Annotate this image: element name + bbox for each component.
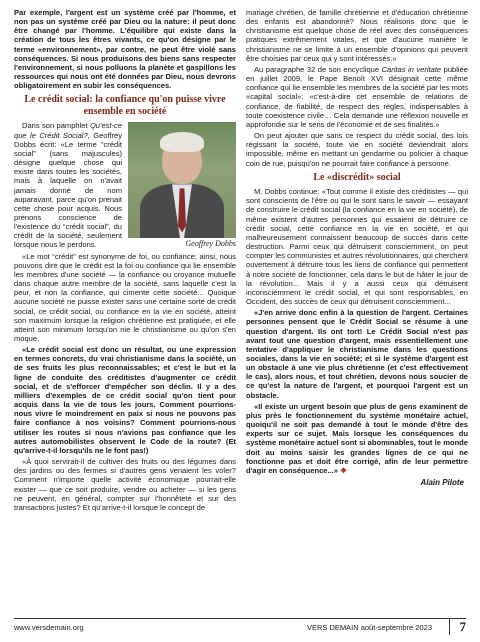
encyclical-paragraph: Au paragraphe 32 de son encyclique Caritas in veritate publiée en juillet 2009, le Pape Benoît XVI désignait cette même confiance qui lie ensemble les membres de la société par les mots «capital social»: «c'est-à-dire cet ensemble de relations de confiance, de fiabilité, de respect des règles, indispensables à toute coexistence civile… Cela demande une réflexion nouvelle et approfondie sur le sens de l'économie et de ses finalités.»	[246, 64, 468, 129]
author-signature: Alain Pilote	[420, 478, 464, 487]
dobbs-pamphlet-paragraph: Dans son pamphlet Qu'est-ce que le Crédit Social?, Geoffrey Dobbs écrit: «Le terme “crédit social” (sans majuscules) désigne quelque chose qui existe dans toutes les sociétés, mais à laquelle on n'avait jamais donné de nom auparavant, parce qu'on prenait cette chose pour acquis. Nous prenons conscience de l'existence du “crédit social”, du crédit de la société, seulement lorsque nous le perdons.	[14, 121, 123, 250]
page-footer	[14, 618, 466, 637]
christian-marriage-paragraph: mariage chrétien, de famille chrétienne et d'éducation chrétienne des enfants est abandonné? Nous réalisons donc que le christianisme est quelque chose de réel avec des conséquences pratiques extrêmement vitales, et que d'aucune manière le christianisme ne se limite à un ensemble d'opinions qui peuvent être choisies par ceux qui y sont intéressés.»	[246, 8, 468, 63]
section-heading-discredit: Le «discrédit» social	[313, 171, 401, 183]
photo-caption: Geoffrey Dobbs	[185, 239, 236, 249]
geoffrey-dobbs-photo	[128, 122, 236, 238]
left-column	[14, 8, 236, 514]
section-heading-credit-social: Le crédit social: la confiance qu'on puisse vivre ensemble en société	[24, 94, 226, 117]
intro-paragraph: Par exemple, l'argent est un système créé par l'homme, et non pas un système créé par Dieu ou la nature: il peut donc être changé par l'homme. L'équilibre qui existe dans la création de tous les êtres vivants, ce qu'on désigne par le terme «environnement», par contre, ne peut être violé sans conséquences. Si nous produisons des biens sans respecter l'environnement, si nous polluons la planète et gaspillons les ressources qui nous ont été données par Dieu, nous devrons obligatoirement en subir les conséquences.	[14, 8, 236, 91]
money-question-paragraph: «J'en arrive donc enfin à la question de l'argent. Certaines personnes pensent que le Crédit Social se résume à une question d'argent. Ils ont tort! Le Crédit Social n'est pas avant tout une question d'argent, mais essentiellement une tentative d'appliquer le christianisme dans les questions sociales, dans la vie en société; et si le système d'argent est un obstacle à une vie plus chrétienne (et c'est effectivement le cas), alors nous, et tout chrétien, devons nous soucier de ce qu'est la nature de l'argent, et pourquoi l'argent est un obstacle.	[246, 308, 468, 400]
dobbs-continues-paragraph: M. Dobbs continue: «Tout comme il existe des créditistes — qui sont conscients de l'être ou qui le sont sans le savoir — essayant de construire le crédit social (la confiance en la vie en société), de même existent d'autres personnes qui essaient de détruire ce crédit social, cette confiance en la vie en société, et qui malheureusement connaissent beaucoup de succès dans cette destruction. Parmi ceux qui détruisent consciemment, on peut compter les communistes et autres révolutionnaires, qui cherchent ouvertement à détruire tous les liens de confiance qui permettent à notre société de fonctionner, cela dans le but de hâter le jour de la révolution... Mais il y a aussi ceux qui détruisent inconsciemment le crédit social, et qui sont responsables, en Occident, des succès de ceux qui détruisent consciemment...	[246, 187, 468, 307]
photo-figure	[128, 122, 236, 248]
respect-paragraph: On peut ajouter que sans ce respect du crédit social, des lois régissant la société, toute vie en société deviendrait alors impossible, même en mettant un gendarme ou policier à chaque coin de rue, puisqu'on ne pourrait faire confiance à personne.	[246, 131, 468, 168]
end-mark-icon: ❖	[340, 465, 347, 475]
page-number: 7	[449, 619, 467, 635]
credit-meaning-paragraph: «Le mot “crédit” est synonyme de foi, ou confiance; ainsi, nous pouvons dire que le crédit est la foi ou confiance qui lie ensemble les membres d'une société — la confiance ou croyance mutuelle dans chaque autre membre de la société, sans laquelle c'est la peur, et non la confiance, qui cimente cette société... Quoique aucune société ne puisse exister sans une certaine sorte de crédit social, ce crédit social, ou confiance en la vie en société, atteint son maximum lorsque la religion chrétienne est pratiquée, et elle atteint son minimum lorsqu'on nie le christianisme ou qu'on s'en moque.	[14, 251, 236, 343]
footer-website: www.versdemain.org	[14, 623, 84, 632]
urgent-need-paragraph: «Il existe un urgent besoin que plus de gens examinent de plus près le fonctionnement du système monétaire actuel, quoiqu'il ne soit pas demandé à tout le monde d'être des experts sur ce sujet. Mais lorsque les conséquences du système monétaire actuel sont si abominables, tout le monde doit au moins saisir les grandes lignes de ce qui ne fonctionne pas et doit être corrigé, afin de leur permettre d'agir en conséquence...» ❖	[246, 401, 468, 475]
footer-issue: VERS DEMAIN août-septembre 2023	[306, 623, 432, 632]
economic-activity-paragraph: «À quoi servirait-il de cultiver des fruits ou des légumes dans des jardins ou des fermes si d'autres gens venaient les voler? Comment n'importe quelle activité économique pourrait-elle exister — que ce soit produire, vendre ou acheter — si les gens ne peuvent, en général, compter sur l'honnêteté et sur des transactions justes? Et qu'arrive-t-il lorsque le concept de	[14, 457, 236, 512]
credit-result-paragraph: «Le crédit social est donc un résultat, ou une expression en termes concrets, du vrai christianisme dans la société, un de ses fruits les plus reconnaissables; et c'est le but et la ligne de conduite des créditistes d'augmenter ce crédit social, et de s'efforcer d'empêcher son déclin. Il y a des milliers d'exemples de ce crédit social qu'on tient pour acquis dans la vie de tous les jours. Comment pourrions-nous vivre le moindrement en paix si nous ne pouvons pas faire confiance à nos voisins? Comment pourrions-nous utiliser les routes si nous n'avions pas confiance que les autres automobilistes observent le Code de la route? (Et qu'arrive-t-il lorsqu'ils ne le font pas!)	[14, 345, 236, 455]
right-column	[246, 8, 468, 487]
